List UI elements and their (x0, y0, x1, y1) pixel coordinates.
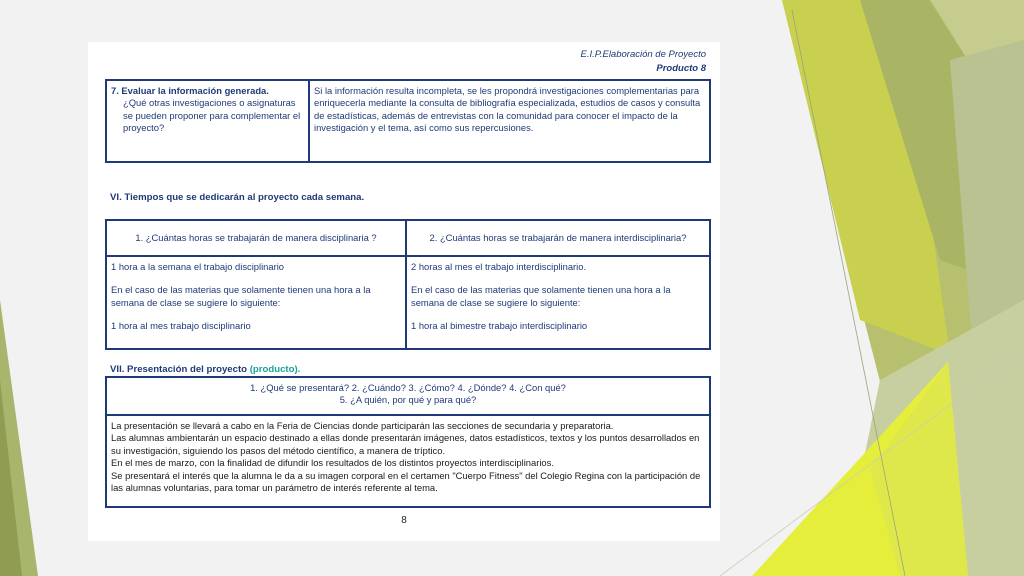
time-col2-line2: En el caso de las materias que solamente tienen una hora a la semana de clase se sugiere lo siguiente: (411, 284, 671, 308)
section-7-title-text: VII. Presentación del proyecto (110, 364, 248, 375)
presentation-questions-line1: 1. ¿Qué se presentará? 2. ¿Cuándo? 3. ¿Cómo? 4. ¿Dónde? 4. ¿Con qué? (250, 382, 566, 393)
evaluation-table (105, 79, 711, 163)
presentation-body-line2: Las alumnas ambientarán un espacio destinado a ellas donde presentarán imágenes, datos estadísticos, textos y los puntos desarrollados en su investigación, siguiendo los pasos del método científico, a manera de tríptico. (111, 432, 700, 456)
presentation-questions-line2: 5. ¿A quién, por qué y para qué? (339, 394, 477, 406)
presentation-body-line1: La presentación se llevará a cabo en la Feria de Ciencias donde participarán las secciones de secundaria y preparatoria. (111, 419, 614, 431)
document-header-title: E.I.P.Elaboración de Proyecto (580, 49, 706, 60)
time-col2-body (406, 256, 710, 349)
presentation-body-line3: En el mes de marzo, con la finalidad de difundir los resultados de los distintos proyectos interdisciplinarios. (111, 457, 554, 469)
document-header-product: Producto 8 (656, 63, 706, 74)
q7-question: ¿Qué otras investigaciones o asignaturas se pueden proponer para complementar el proyecto? (123, 97, 301, 134)
q7-title: 7. Evaluar la información generada. (111, 85, 269, 96)
document-page (88, 42, 720, 541)
q7-question-cell (106, 80, 309, 162)
presentation-body-line4: Se presentará el interés que la alumna le da a su imagen corporal en el certamen "Cuerpo Fitness" del Colegio Regina con la participación de las alumnas voluntarias, para tomar un parámetro de interés referente al tema. (111, 469, 701, 493)
page-number: 8 (401, 515, 407, 526)
q7-answer: Si la información resulta incompleta, se les propondrá investigaciones complementarias para enriquecerla mediante la consulta de bibliografía especializada, estudios de casos y consulta de estadísticas, además de entrevistas con la comunidad para conocer el impacto de la investigación y el tema, así como sus repercusiones. (314, 85, 701, 134)
section-7-title (110, 364, 300, 375)
time-col1-body (106, 256, 406, 349)
time-col1-line1: 1 hora a la semana el trabajo disciplinario (111, 261, 285, 272)
q7-answer-cell (309, 80, 710, 162)
time-col1-line3: 1 hora al mes trabajo disciplinario (111, 320, 251, 332)
section-6-title: VI. Tiempos que se dedicarán al proyecto cada semana. (110, 192, 365, 203)
time-col1-line2: En el caso de las materias que solamente tienen una hora a la semana de clase se sugiere lo siguiente: (111, 284, 371, 308)
time-col2-header: 2. ¿Cuántas horas se trabajarán de manera interdisciplinaria? (406, 220, 710, 256)
presentation-table (105, 376, 711, 508)
presentation-body-cell (106, 415, 710, 507)
presentation-questions-cell (106, 377, 710, 415)
section-7-title-highlight: (producto). (249, 364, 301, 375)
time-col1-header: 1. ¿Cuántas horas se trabajarán de manera disciplinaria ? (106, 220, 406, 256)
time-col2-line3: 1 hora al bimestre trabajo interdisciplinario (411, 320, 588, 332)
time-table (105, 219, 711, 350)
time-col2-line1: 2 horas al mes el trabajo interdisciplinario. (411, 261, 587, 272)
